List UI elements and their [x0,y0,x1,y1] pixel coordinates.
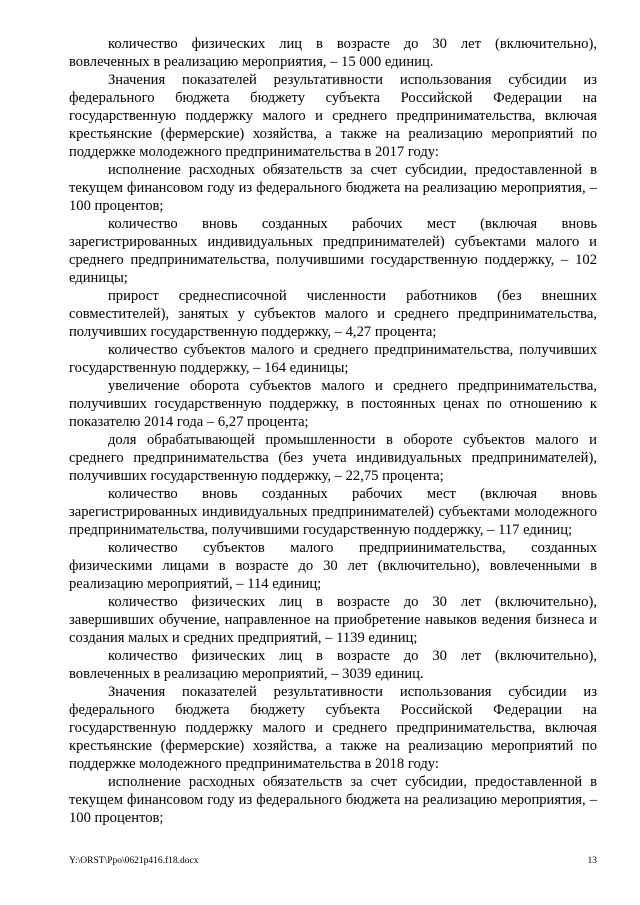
paragraph: количество субъектов малого и среднего предпринимательства, получивших государственную поддержку, – 164 единицы; [69,342,597,376]
paragraph: исполнение расходных обязательств за счет субсидии, предоставленной в текущем финансовом году из федерального бюджета на реализацию мероприятия, – 100 процентов; [69,162,597,214]
file-path: Y:\ORST\Ppo\0621p416.f18.docx [69,856,199,866]
page-number: 13 [587,856,597,866]
paragraph: прирост среднесписочной численности работников (без внешних совместителей), занятых у субъектов малого и среднего предпринимательства, получивших государственную поддержку, – 4,27 процента; [69,288,597,340]
paragraph: количество вновь созданных рабочих мест (включая вновь зарегистрированных индивидуальных предпринимателей) субъектами молодежного предпринимательства, получившими государственную поддержку, – 117 единиц; [69,486,597,538]
paragraph: количество физических лиц в возрасте до 30 лет (включительно), вовлеченных в реализацию мероприятий, – 3039 единиц. [69,648,597,682]
paragraph: Значения показателей результативности использования субсидии из федерального бюджета бюджету субъекта Российской Федерации на государственную поддержку малого и среднего предпринимательства, включая крестьянские (фермерские) хозяйства, а также на реализацию мероприятий по поддержке молодежного предпринимательства в 2017 году: [69,72,597,160]
document-body [69,35,597,827]
paragraph: количество физических лиц в возрасте до 30 лет (включительно), завершивших обучение, направленное на приобретение навыков ведения бизнеса и создания малых и средних предприятий, – 1139 единиц; [69,594,597,646]
paragraph: увеличение оборота субъектов малого и среднего предпринимательства, получивших государственную поддержку, в постоянных ценах по отношению к показателю 2014 года – 6,27 процента; [69,378,597,430]
paragraph: исполнение расходных обязательств за счет субсидии, предоставленной в текущем финансовом году из федерального бюджета на реализацию мероприятия, – 100 процентов; [69,774,597,826]
paragraph: Значения показателей результативности использования субсидии из федерального бюджета бюджету субъекта Российской Федерации на государственную поддержку малого и среднего предпринимательства, включая крестьянские (фермерские) хозяйства, а также на реализацию мероприятий по поддержке молодежного предпринимательства в 2018 году: [69,684,597,772]
paragraph: доля обрабатывающей промышленности в обороте субъектов малого и среднего предпринимательства (без учета индивидуальных предпринимателей), получивших государственную поддержку, – 22,75 процента; [69,432,597,484]
paragraph: количество физических лиц в возрасте до 30 лет (включительно), вовлеченных в реализацию мероприятия, – 15 000 единиц. [69,36,597,70]
paragraph: количество субъектов малого предприинимательства, созданных физическими лицами в возрасте до 30 лет (включительно), вовлеченными в реализацию мероприятий, – 114 единиц; [69,540,597,592]
paragraph: количество вновь созданных рабочих мест (включая вновь зарегистрированных индивидуальных предпринимателей) субъектами малого и среднего предпринимательства, получившими государственную поддержку, – 102 единицы; [69,216,597,286]
